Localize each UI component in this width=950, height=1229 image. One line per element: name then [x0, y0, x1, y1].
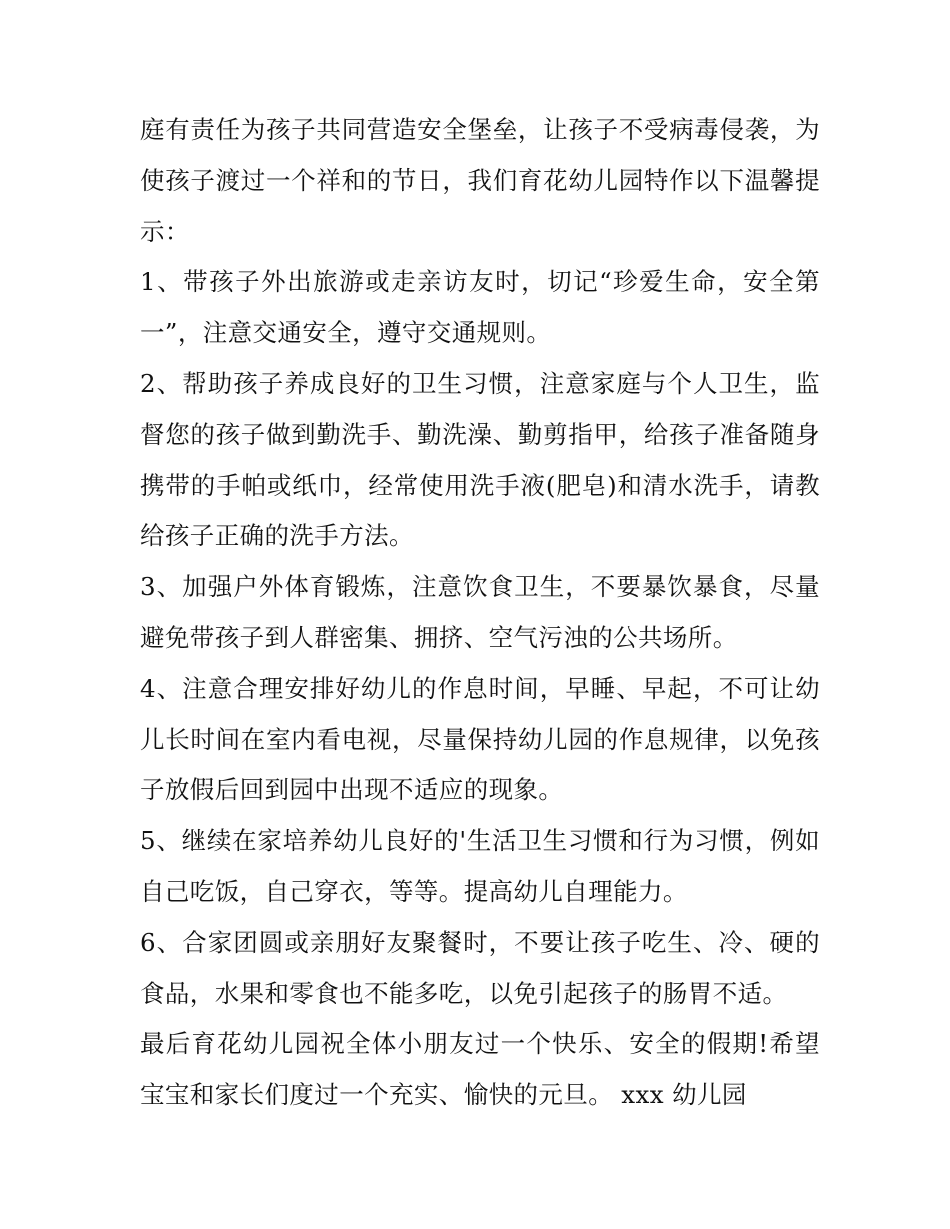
paragraph-closing: 最后育花幼儿园祝全体小朋友过一个快乐、安全的假期!希望宝宝和家长们度过一个充实、愉快的元旦。 xxx 幼儿园 — [140, 1029, 820, 1110]
paragraph-tip-5: 5、继续在家培养幼儿良好的'生活卫生习惯和行为习惯，例如自己吃饭，自己穿衣，等等。提高幼儿自理能力。 — [140, 826, 820, 906]
paragraph-tip-2: 2、帮助孩子养成良好的卫生习惯，注意家庭与个人卫生，监督您的孩子做到勤洗手、勤洗澡、勤剪指甲，给孩子准备随身携带的手帕或纸巾，经常使用洗手液(肥皂)和清水洗手，请教给孩子正确的洗手方法。 — [140, 368, 820, 551]
paragraph-tip-4: 4、注意合理安排好幼儿的作息时间，早睡、早起，不可让幼儿长时间在室内看电视，尽量保持幼儿园的作息规律，以免孩子放假后回到园中出现不适应的现象。 — [140, 673, 820, 805]
paragraph-intro: 庭有责任为孩子共同营造安全堡垒，让孩子不受病毒侵袭，为使孩子渡过一个祥和的节日，我们育花幼儿园特作以下温馨提示： — [140, 115, 820, 246]
document-body — [140, 105, 820, 1121]
paragraph-tip-3: 3、加强户外体育锻炼，注意饮食卫生，不要暴饮暴食，尽量避免带孩子到人群密集、拥挤、空气污浊的公共场所。 — [140, 572, 820, 652]
paragraph-tip-6: 6、合家团圆或亲朋好友聚餐时，不要让孩子吃生、冷、硬的食品，水果和零食也不能多吃，以免引起孩子的肠胃不适。 — [140, 927, 820, 1008]
paragraph-tip-1: 1、带孩子外出旅游或走亲访友时，切记“珍爱生命，安全第一”，注意交通安全，遵守交通规则。 — [140, 267, 820, 348]
